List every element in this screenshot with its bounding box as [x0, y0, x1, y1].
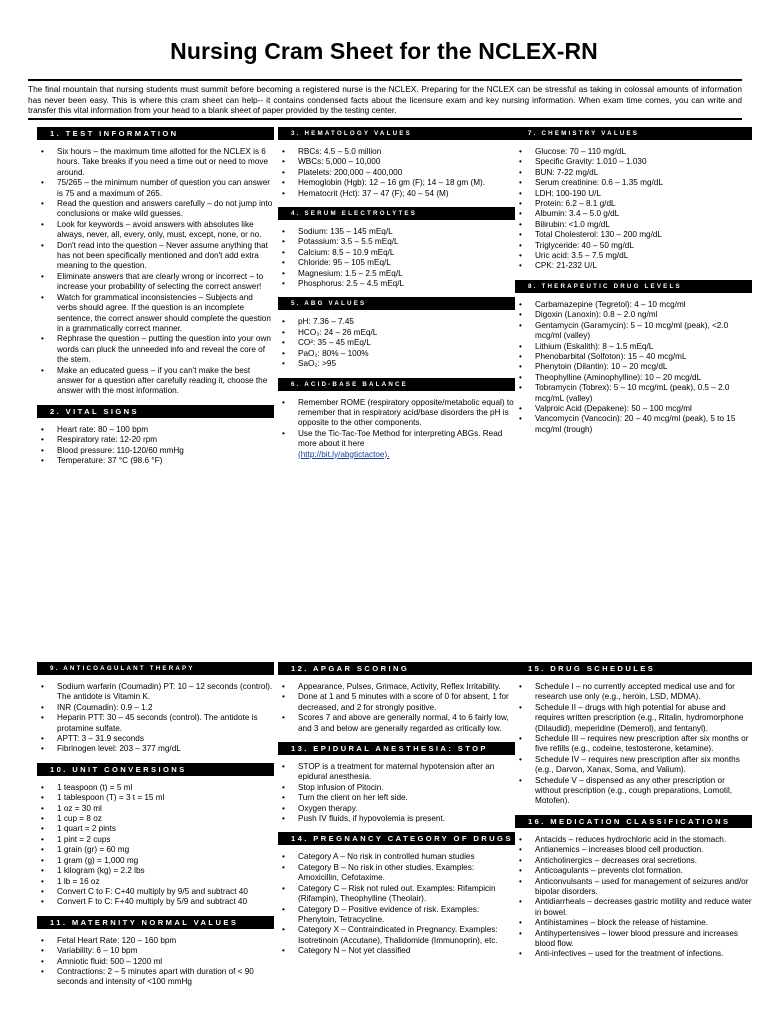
list-item: • Blood pressure: 110-120/60 mmHg: [37, 446, 274, 456]
list-item: • Hemoglobin (Hgb): 12 – 16 gm (F); 14 – 18 gm (M).: [278, 178, 515, 188]
s12-list: [278, 675, 515, 734]
list-item: • Bilirubin: <1.0 mg/dL: [515, 220, 752, 230]
list-item: • Category B – No risk in other studies. Examples: Amoxicillin, Cefotaxime.: [278, 863, 515, 884]
list-item: • Glucose: 70 – 110 mg/dL: [515, 147, 752, 157]
list-item: • Respiratory rate: 12-20 rpm: [37, 435, 274, 445]
s8-list: [515, 293, 752, 435]
section-header: 9. ANTICOAGULANT THERAPY: [37, 662, 274, 675]
column-bottom-3: [515, 662, 752, 968]
s9-list: [37, 675, 274, 755]
list-item: • 1 cup = 8 oz: [37, 814, 274, 824]
page-title: Nursing Cram Sheet for the NCLEX-RN: [170, 38, 598, 64]
s5-list: [278, 310, 515, 369]
list-item: • Stop infusion of Pitocin.: [278, 783, 515, 793]
list-item: • 1 teaspoon (t) = 5 ml: [37, 783, 274, 793]
section-header: 2. VITAL SIGNS: [37, 405, 274, 418]
list-item: • Antianemics – increases blood cell production.: [515, 845, 752, 855]
column-bottom-2: [278, 662, 515, 965]
section-test-information: [37, 127, 274, 397]
list-item: • Make an educated guess – if you can't make the best answer for a question after carefully reading it, choose the answer with the most information.: [37, 366, 274, 397]
list-item: • Uric acid: 3.5 – 7.5 mg/dL: [515, 251, 752, 261]
list-item: • SaO₂: >95: [278, 359, 515, 369]
list-item: • Schedule IV – requires new prescription after six months (e.g., Darvon, Xanax, Soma, and Valium).: [515, 755, 752, 776]
list-item: • Turn the client on her left side.: [278, 793, 515, 803]
section-anticoagulant-therapy: [37, 662, 274, 755]
list-item: • Rephrase the question – putting the question into your own words can pluck the unneeded info and reveal the core of the stem.: [37, 334, 274, 365]
list-item: • 1 quart = 2 pints: [37, 824, 274, 834]
list-item: • Platelets: 200,000 – 400,000: [278, 168, 515, 178]
section-header: 11. MATERNITY NORMAL VALUES: [37, 916, 274, 929]
section-header: 16. MEDICATION CLASSIFICATIONS: [515, 815, 752, 828]
s13-list: [278, 755, 515, 824]
column-top-1: [37, 127, 274, 474]
list-item: • Eliminate answers that are clearly wrong or incorrect – to increase your probability of selecting the correct answer!: [37, 272, 274, 293]
section-pregnancy-category: [278, 832, 515, 956]
list-item: • Total Cholesterol: 130 – 200 mg/dL: [515, 230, 752, 240]
section-unit-conversions: [37, 763, 274, 908]
list-item: • Watch for grammatical inconsistencies – Subjects and verbs should agree. If the question is an incomplete sentence, the correct answer should complete the question in a grammatically correct manner.: [37, 293, 274, 335]
list-item: • STOP is a treatment for maternal hypotension after an epidural anesthesia.: [278, 762, 515, 783]
list-item: • Appearance, Pulses, Grimace, Activity, Reflex Irritability.: [278, 682, 515, 692]
list-item: • Specific Gravity: 1.010 – 1.030: [515, 157, 752, 167]
section-header: 6. ACID-BASE BALANCE: [278, 378, 515, 391]
section-header: 14. PREGNANCY CATEGORY OF DRUGS: [278, 832, 515, 845]
list-item: • PaO₂: 80% – 100%: [278, 349, 515, 359]
list-item: • Heparin PTT: 30 – 45 seconds (control). The antidote is protamine sulfate.: [37, 713, 274, 734]
list-item: • Chloride: 95 – 105 mEq/L: [278, 258, 515, 268]
list-item: • Antacids – reduces hydrochloric acid in the stomach.: [515, 835, 752, 845]
list-item: • 75/265 – the minimum number of question you can answer is 75 and a maximum of 265.: [37, 178, 274, 199]
list-item: • CO²: 35 – 45 mEq/L: [278, 338, 515, 348]
list-item-text: Use the Tic-Tac-Toe Method for interpreting ABGs. Read more about it here: [298, 428, 503, 449]
section-hematology-values: [278, 127, 515, 199]
section-header: 13. EPIDURAL ANESTHESIA: STOP: [278, 742, 515, 755]
list-item: [278, 429, 515, 460]
list-item: • 1 lb = 16 oz: [37, 877, 274, 887]
list-item: • Triglyceride: 40 – 50 mg/dL: [515, 241, 752, 251]
list-item: • Done at 1 and 5 minutes with a score of 0 for absent, 1 for decreased, and 2 for strongly positive.: [278, 692, 515, 713]
list-item: • Fibrinogen level: 203 – 377 mg/dL: [37, 744, 274, 754]
list-item: • Vancomycin (Vancocin): 20 – 40 mcg/ml (peak), 5 to 15 mcg/ml (trough): [515, 414, 752, 435]
section-acid-base-balance: [278, 378, 515, 460]
list-item: • Sodium warfarin (Coumadin) PT: 10 – 12 seconds (control). The antidote is Vitamin K.: [37, 682, 274, 703]
section-header: 3. HEMATOLOGY VALUES: [278, 127, 515, 140]
column-top-3: [515, 127, 752, 443]
section-abg-values: [278, 297, 515, 369]
s16-list: [515, 828, 752, 960]
list-item: • Sodium: 135 – 145 mEq/L: [278, 227, 515, 237]
list-item: • Fetal Heart Rate: 120 – 160 bpm: [37, 936, 274, 946]
list-item: • Look for keywords – avoid answers with absolutes like always, never, all, every, only, must, except, none, or no.: [37, 220, 274, 241]
list-item: • Gentamycin (Garamycin): 5 – 10 mcg/ml (peak), <2.0 mcg/ml (valley): [515, 321, 752, 342]
list-item: • Antidiarrheals – decreases gastric motility and reduce water in bowel.: [515, 897, 752, 918]
list-item: • Antihypertensives – lower blood pressure and increases blood flow.: [515, 929, 752, 950]
list-item: • 1 tablespoon (T) = 3 t = 15 ml: [37, 793, 274, 803]
list-item: • Schedule V – dispensed as any other prescription or without prescription (e.g., cough preparations, Lomotil, Motofen).: [515, 776, 752, 807]
list-item: • pH: 7.36 – 7.45: [278, 317, 515, 327]
list-item: • Contractions: 2 – 5 minutes apart with duration of < 90 seconds and intensity of <100 mmHg: [37, 967, 274, 988]
section-medication-classifications: [515, 815, 752, 960]
list-item: • Category A – No risk in controlled human studies: [278, 852, 515, 862]
list-item: • Amniotic fluid: 500 – 1200 ml: [37, 957, 274, 967]
s7-list: [515, 140, 752, 272]
s4-list: [278, 220, 515, 289]
list-item: • Hematocrit (Hct): 37 – 47 (F); 40 – 54 (M): [278, 189, 515, 199]
list-item: • 1 pint = 2 cups: [37, 835, 274, 845]
list-item: • Schedule I – no currently accepted medical use and for research use only (e.g., heroin, LSD, MDMA).: [515, 682, 752, 703]
list-item: • Tobramycin (Tobrex): 5 – 10 mcg/mL (peak), 0.5 – 2.0 mcg/mL (valley): [515, 383, 752, 404]
list-item: • 1 grain (gr) = 60 mg: [37, 845, 274, 855]
intro-paragraph: The final mountain that nursing students must summit before becoming a registered nurse is the NCLEX. Preparing for the NCLEX can be stressful as taking in colossal amounts of information has never been easy. This is where this cram sheet can help-- it contains condensed facts about the licensure exam and key nursing information. When exam time comes, you can write and transfer this vital information from your head to a blank sheet of paper provided by the testing center.: [28, 79, 742, 120]
list-item: • Serum creatinine: 0.6 – 1.35 mg/dL: [515, 178, 752, 188]
section-maternity-normal-values: [37, 916, 274, 988]
section-header: 12. APGAR SCORING: [278, 662, 515, 675]
list-item: • 1 gram (g) = 1,000 mg: [37, 856, 274, 866]
section-chemistry-values: [515, 127, 752, 272]
list-item: • Valproic Acid (Depakene): 50 – 100 mcg/ml: [515, 404, 752, 414]
list-item: • Lithium (Eskalith): 8 – 1.5 mEq/L: [515, 342, 752, 352]
section-header: 4. SERUM ELECTROLYTES: [278, 207, 515, 220]
list-item: • Anticholinergics – decreases oral secretions.: [515, 856, 752, 866]
list-item: • CPK: 21-232 U/L: [515, 261, 752, 271]
list-item: • Anticonvulsants – used for management of seizures and/or bipolar disorders.: [515, 877, 752, 898]
abg-tictactoe-link[interactable]: (http://bit.ly/abgtictactoe).: [298, 449, 390, 459]
list-item: • Don't read into the question – Never assume anything that has not been specifically mentioned and don't add extra meaning to the question.: [37, 241, 274, 272]
list-item: • Albumin: 3.4 – 5.0 g/dL: [515, 209, 752, 219]
list-item: • Calcium: 8.5 – 10.9 mEq/L: [278, 248, 515, 258]
list-item: • Phenobarbital (Solfoton): 15 – 40 mcg/mL: [515, 352, 752, 362]
section-header: 10. UNIT CONVERSIONS: [37, 763, 274, 776]
list-item: • Category N – Not yet classified: [278, 946, 515, 956]
list-item: • Oxygen therapy.: [278, 804, 515, 814]
section-serum-electrolytes: [278, 207, 515, 289]
list-item: • Anti-infectives – used for the treatment of infections.: [515, 949, 752, 959]
list-item: • Schedule II – drugs with high potential for abuse and requires written prescription (e.g., Ritalin, hydromorphone (Dilaudid), meperidine (Demerol), and fentanyl).: [515, 703, 752, 734]
section-header: 5. ABG VALUES: [278, 297, 515, 310]
list-item: • Temperature: 37 °C (98.6 °F): [37, 456, 274, 466]
section-header: 15. DRUG SCHEDULES: [515, 662, 752, 675]
list-item: • APTT: 3 – 31.9 seconds: [37, 734, 274, 744]
list-item: • Remember ROME (respiratory opposite/metabolic equal) to remember that in respiratory acid/base disorders the pH is opposite to the other components.: [278, 398, 515, 429]
list-item: • Theophylline (Aminophylline): 10 – 20 mcg/dL: [515, 373, 752, 383]
section-header: 7. CHEMISTRY VALUES: [515, 127, 752, 140]
section-apgar-scoring: [278, 662, 515, 734]
list-item: • Magnesium: 1.5 – 2.5 mEq/L: [278, 269, 515, 279]
list-item: • 1 oz = 30 ml: [37, 804, 274, 814]
section-vital-signs: [37, 405, 274, 467]
section-therapeutic-drug-levels: [515, 280, 752, 435]
list-item: • Convert C to F: C+40 multiply by 9/5 and subtract 40: [37, 887, 274, 897]
list-item: • RBCs: 4.5 – 5.0 million: [278, 147, 515, 157]
list-item: • Phosphorus: 2.5 – 4.5 mEq/L: [278, 279, 515, 289]
section-header: 8. THERAPEUTIC DRUG LEVELS: [515, 280, 752, 293]
list-item: • Scores 7 and above are generally normal, 4 to 6 fairly low, and 3 and below are generally regarded as critically low.: [278, 713, 515, 734]
list-item: • LDH: 100-190 U/L: [515, 189, 752, 199]
list-item: • Push IV fluids, if hypovolemia is present.: [278, 814, 515, 824]
list-item: • INR (Coumadin): 0.9 – 1.2: [37, 703, 274, 713]
column-top-2: [278, 127, 515, 468]
list-item: • 1 kilogram (kg) = 2.2 lbs: [37, 866, 274, 876]
list-item: • Six hours – the maximum time allotted for the NCLEX is 6 hours. Take breaks if you need a time out or need to move around.: [37, 147, 274, 178]
s1-list: [37, 140, 274, 397]
s10-list: [37, 776, 274, 908]
s15-list: [515, 675, 752, 807]
list-item: • Potassium: 3.5 – 5.5 mEq/L: [278, 237, 515, 247]
list-item: • HCO₃: 24 – 26 mEq/L: [278, 328, 515, 338]
list-item: • Protein: 6.2 – 8.1 g/dL: [515, 199, 752, 209]
section-drug-schedules: [515, 662, 752, 807]
column-bottom-1: [37, 662, 274, 996]
list-item: • Digoxin (Lanoxin): 0.8 – 2.0 ng/ml: [515, 310, 752, 320]
list-item: • Convert F to C: F+40 multiply by 5/9 and subtract 40: [37, 897, 274, 907]
list-item: • Variability: 6 – 10 bpm: [37, 946, 274, 956]
list-item: • Category D – Positive evidence of risk. Examples: Phenytoin, Tetracycline.: [278, 905, 515, 926]
list-item: • Antihistamines – block the release of histamine.: [515, 918, 752, 928]
list-item: • Category C – Risk not ruled out. Examples: Rifampicin (Rifampin), Theophylline (Theolair).: [278, 884, 515, 905]
list-item: • Schedule III – requires new prescription after six months or five refills (e.g., codeine, testosterone, ketamine).: [515, 734, 752, 755]
acid-base-list: [278, 391, 515, 460]
list-item: • BUN: 7-22 mg/dL: [515, 168, 752, 178]
s2-list: [37, 418, 274, 467]
section-header: 1. TEST INFORMATION: [37, 127, 274, 140]
list-item: • Phenytoin (Dilantin): 10 – 20 mcg/dL: [515, 362, 752, 372]
list-item: • Category X – Contraindicated in Pregnancy. Examples: Isotretinoin (Accutane), Thalidomide (Immunoprin), etc.: [278, 925, 515, 946]
list-item: • Heart rate: 80 – 100 bpm: [37, 425, 274, 435]
s11-list: [37, 929, 274, 988]
list-item: • WBCs: 5,000 – 10,000: [278, 157, 515, 167]
section-epidural-anesthesia: [278, 742, 515, 824]
s3-list: [278, 140, 515, 199]
list-item: • Anticoagulants – prevents clot formation.: [515, 866, 752, 876]
list-item: • Read the question and answers carefully – do not jump into conclusions or make wild guesses.: [37, 199, 274, 220]
s14-list: [278, 845, 515, 956]
list-item: • Carbamazepine (Tegretol): 4 – 10 mcg/ml: [515, 300, 752, 310]
